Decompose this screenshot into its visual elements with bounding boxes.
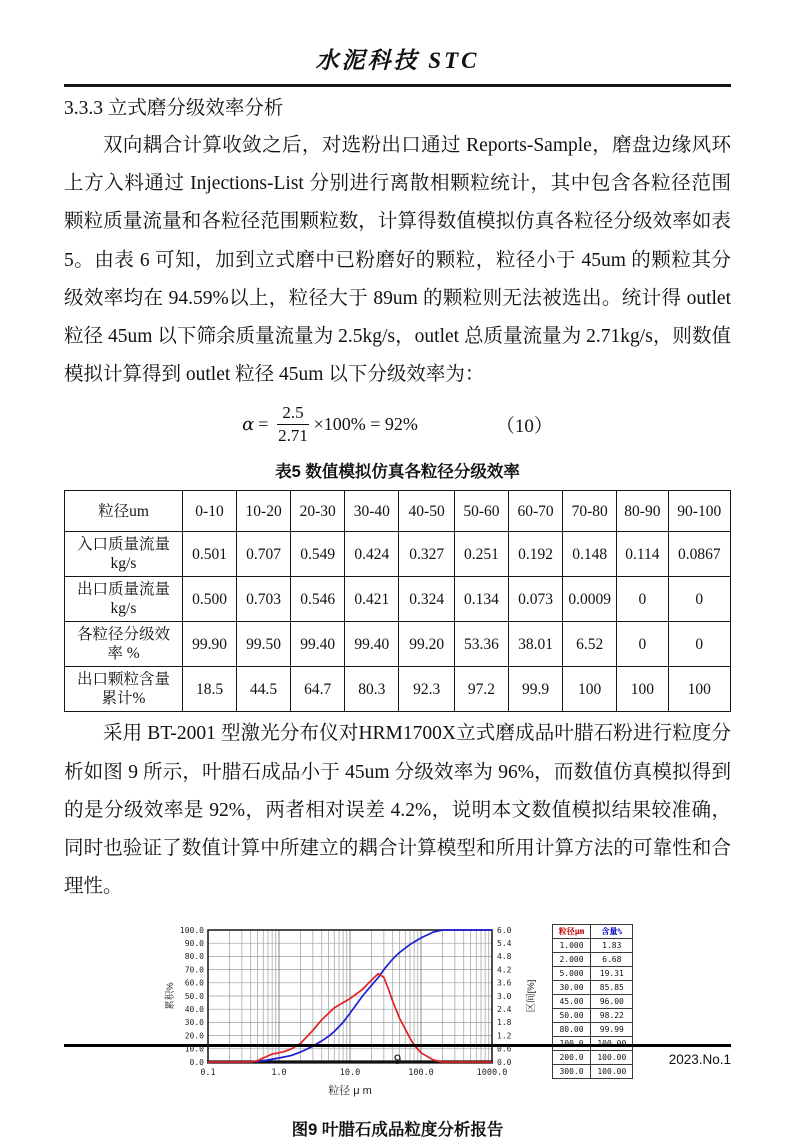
- table5-cell: 99.40: [291, 622, 345, 667]
- figure9-table-row: [552, 995, 633, 1009]
- figure9-table-row: [552, 967, 633, 981]
- table5-cell: 64.7: [291, 667, 345, 712]
- figure9-table-cell: 96.00: [591, 995, 633, 1009]
- table5-cell: 0.327: [399, 532, 454, 577]
- figure9-table-cell: 100.00: [591, 1065, 633, 1079]
- equation-fraction: [277, 403, 308, 446]
- table5-col-header: 90-100: [668, 491, 730, 532]
- y-tick-left: 100.0: [179, 926, 204, 936]
- table5-cell: 99.40: [345, 622, 399, 667]
- figure9-caption: 图9 叶腊石成品粒度分析报告: [291, 1121, 504, 1140]
- table5-cell: 0.707: [237, 532, 291, 577]
- page-content: [64, 0, 731, 1140]
- y-tick-right: 0.6: [496, 1045, 512, 1055]
- table5-cell: 38.01: [508, 622, 562, 667]
- figure9-table-cell: 100.0: [552, 1037, 591, 1051]
- figure9-table-cell: 99.99: [591, 1023, 633, 1037]
- y-axis-label-right: 区间[%]: [525, 980, 537, 1013]
- figure9-table-row: [552, 981, 633, 995]
- x-axis-label: 粒径 μ m: [327, 1085, 372, 1098]
- table5-cell: 0.421: [345, 577, 399, 622]
- table5-cell: 0.114: [617, 532, 668, 577]
- table5-corner-header: 粒径um: [65, 491, 183, 532]
- x-tick: 1000.0: [476, 1068, 508, 1079]
- equation-10: [64, 403, 731, 446]
- table5-cell: 100: [563, 667, 617, 712]
- journal-title: 水泥科技 STC: [315, 48, 480, 73]
- table5-cell: 0: [617, 577, 668, 622]
- figure9-table-cell: 5.000: [552, 967, 591, 981]
- table5-cell: 0.500: [182, 577, 236, 622]
- figure9-table-cell: 80.00: [552, 1023, 591, 1037]
- table5-title: 表5 数值模拟仿真各粒径分级效率: [275, 463, 520, 482]
- page-footer: [64, 1044, 731, 1067]
- table5-cell: 6.52: [563, 622, 617, 667]
- figure9-table-row: [552, 1023, 633, 1037]
- y-tick-right: 2.4: [496, 1005, 512, 1015]
- table5-row-label: 出口质量流量 kg/s: [65, 577, 183, 622]
- figure9-table-cell: 1.000: [552, 939, 591, 953]
- table5-cell: 53.36: [454, 622, 508, 667]
- table5-cell: 0.324: [399, 577, 454, 622]
- y-tick-right: 3.0: [496, 992, 512, 1002]
- table5-cell: 0.192: [508, 532, 562, 577]
- table5-cell: 0.501: [182, 532, 236, 577]
- table5-cell: 97.2: [454, 667, 508, 712]
- table5-cell: 99.20: [399, 622, 454, 667]
- footer-rule: [64, 1044, 731, 1047]
- table5-cell: 0: [617, 622, 668, 667]
- table5-col-header: 30-40: [345, 491, 399, 532]
- table5-cell: 0.134: [454, 577, 508, 622]
- figure9: [64, 922, 731, 1104]
- equation-equals: =: [258, 414, 269, 435]
- table5-cell: 100: [617, 667, 668, 712]
- table5-cell: 0.549: [291, 532, 345, 577]
- figure9-table-row: [552, 939, 633, 953]
- figure9-table-cell: 100.00: [591, 1037, 633, 1051]
- figure9-table-cell: 2.000: [552, 953, 591, 967]
- y-tick-left: 50.0: [184, 992, 204, 1002]
- table5-cell: 99.50: [237, 622, 291, 667]
- y-tick-right: 1.8: [496, 1018, 512, 1028]
- table5-cell: 0.0009: [563, 577, 617, 622]
- y-tick-left: 20.0: [184, 1031, 204, 1041]
- y-tick-right: 1.2: [496, 1031, 512, 1041]
- y-tick-left: 10.0: [184, 1045, 204, 1055]
- figure9-table-cell: 300.0: [552, 1065, 591, 1079]
- footer-row: [64, 1052, 731, 1067]
- table5-cell: 100: [668, 667, 730, 712]
- figure9-table-cell: 30.00: [552, 981, 591, 995]
- table5-row: [65, 622, 731, 667]
- table5-row-label: 入口质量流量 kg/s: [65, 532, 183, 577]
- table5-cell: 0.073: [508, 577, 562, 622]
- table5-col-header: 80-90: [617, 491, 668, 532]
- x-tick: 10.0: [339, 1068, 360, 1079]
- figure9-table-cell: 100.00: [591, 1051, 633, 1065]
- y-axis-label-left: 累积%: [164, 982, 176, 1011]
- table5-row: [65, 532, 731, 577]
- table5-col-header: 0-10: [182, 491, 236, 532]
- paragraph-2: 采用 BT-2001 型激光分布仪对HRM1700X立式磨成品叶腊石粉进行粒度分析如图 9 所示，叶腊石成品小于 45um 分级效率为 96%，而数值仿真模拟得到的是分级效率是 92%，两者相对误差 4.2%，说明本文数值模拟结果较准确，同时也验证了数值计算中所建立的耦合计算模型和所用计算方法的可靠性和合理性。: [64, 723, 731, 898]
- y-tick-left: 30.0: [184, 1018, 204, 1028]
- y-tick-left: 40.0: [184, 1005, 204, 1015]
- table5-row-label: 出口颗粒含量 累计%: [65, 667, 183, 712]
- table5-cell: 92.3: [399, 667, 454, 712]
- y-tick-left: 70.0: [184, 965, 204, 975]
- equation-numerator: 2.5: [277, 403, 308, 425]
- table5-cell: 0.546: [291, 577, 345, 622]
- table5-cell: 0.703: [237, 577, 291, 622]
- table5-cell: 0: [668, 622, 730, 667]
- x-tick: 0.1: [200, 1068, 216, 1079]
- table5-col-header: 20-30: [291, 491, 345, 532]
- figure9-table-cell: 50.00: [552, 1009, 591, 1023]
- table5-cell: 99.9: [508, 667, 562, 712]
- table5-cell: 44.5: [237, 667, 291, 712]
- figure9-table-row: [552, 1009, 633, 1023]
- table5-row-label: 各粒径分级效 率 %: [65, 622, 183, 667]
- table5-col-header: 40-50: [399, 491, 454, 532]
- y-tick-left: 80.0: [184, 952, 204, 962]
- table5-row: [65, 667, 731, 712]
- y-tick-right: 5.4: [496, 939, 512, 949]
- y-tick-left: 90.0: [184, 939, 204, 949]
- table5-col-header: 50-60: [454, 491, 508, 532]
- equation-rhs: ×100% = 92%: [313, 414, 418, 435]
- figure9-table-cell: 98.22: [591, 1009, 633, 1023]
- equation-lhs: α: [242, 414, 255, 436]
- header-rule: [64, 84, 731, 87]
- y-tick-left: 60.0: [184, 979, 204, 989]
- x-tick: 100.0: [407, 1068, 434, 1079]
- y-tick-right: 4.2: [496, 965, 512, 975]
- table5-body: [65, 491, 731, 712]
- figure9-chart: [162, 922, 544, 1104]
- table5-cell: 0.424: [345, 532, 399, 577]
- paragraph-1: 双向耦合计算收敛之后，对选粉出口通过 Reports-Sample，磨盘边缘风环上方入料通过 Injections-List 分别进行离散相颗粒统计，其中包含各粒径范围颗粒质量流量和各粒径范围颗粒数，计算得数值模拟仿真各粒径分级效率如表 5。由表 6 可知，加到立式磨中已粉磨好的颗粒，粒径小于 45um 的颗粒其分级效率均在 94.59%以上，粒径大于 89um 的颗粒则无法被选出。统计得 outlet 粒径 45um 以下筛余质量流量为 2.5kg/s，outlet 总质量流量为 2.71kg/s，则数值模拟计算得到 outlet 粒径 45um 以下分级效率为：: [64, 135, 731, 386]
- table5-cell: 0: [668, 577, 730, 622]
- equation-denominator: 2.71: [278, 426, 308, 446]
- y-tick-right: 4.8: [496, 952, 512, 962]
- figure9-table-cell: 200.0: [552, 1051, 591, 1065]
- figure9-table-header: 含量%: [591, 925, 633, 939]
- table5-cell: 80.3: [345, 667, 399, 712]
- table5-row: [65, 577, 731, 622]
- table5-col-header: 10-20: [237, 491, 291, 532]
- figure9-table-row: [552, 1065, 633, 1079]
- figure9-table-header-row: [552, 925, 633, 939]
- table5-cell: 99.90: [182, 622, 236, 667]
- table5-cell: 0.0867: [668, 532, 730, 577]
- table5-col-header: 60-70: [508, 491, 562, 532]
- equation-number: （10）: [495, 416, 553, 438]
- figure9-table-cell: 85.85: [591, 981, 633, 995]
- section-heading: 3.3.3 立式磨分级效率分析: [64, 98, 284, 119]
- y-tick-left: 0.0: [189, 1058, 204, 1068]
- x-tick: 1.0: [271, 1068, 287, 1079]
- figure9-table-cell: 1.83: [591, 939, 633, 953]
- y-tick-right: 3.6: [496, 979, 512, 989]
- figure9-table-cell: 45.00: [552, 995, 591, 1009]
- figure9-table-cell: 6.68: [591, 953, 633, 967]
- table5-cell: 0.148: [563, 532, 617, 577]
- table5-col-header: 70-80: [563, 491, 617, 532]
- table5-cell: 0.251: [454, 532, 508, 577]
- y-tick-right: 0.0: [496, 1058, 512, 1068]
- y-tick-right: 6.0: [496, 926, 512, 936]
- figure9-table-cell: 19.31: [591, 967, 633, 981]
- figure9-table-row: [552, 953, 633, 967]
- table5-header-row: [65, 491, 731, 532]
- figure9-table-header: 粒径μm: [552, 925, 591, 939]
- issue-label: 2023.No.1: [668, 1052, 731, 1067]
- table5-cell: 18.5: [182, 667, 236, 712]
- table5: [64, 490, 731, 712]
- page-number: 9: [393, 1052, 402, 1067]
